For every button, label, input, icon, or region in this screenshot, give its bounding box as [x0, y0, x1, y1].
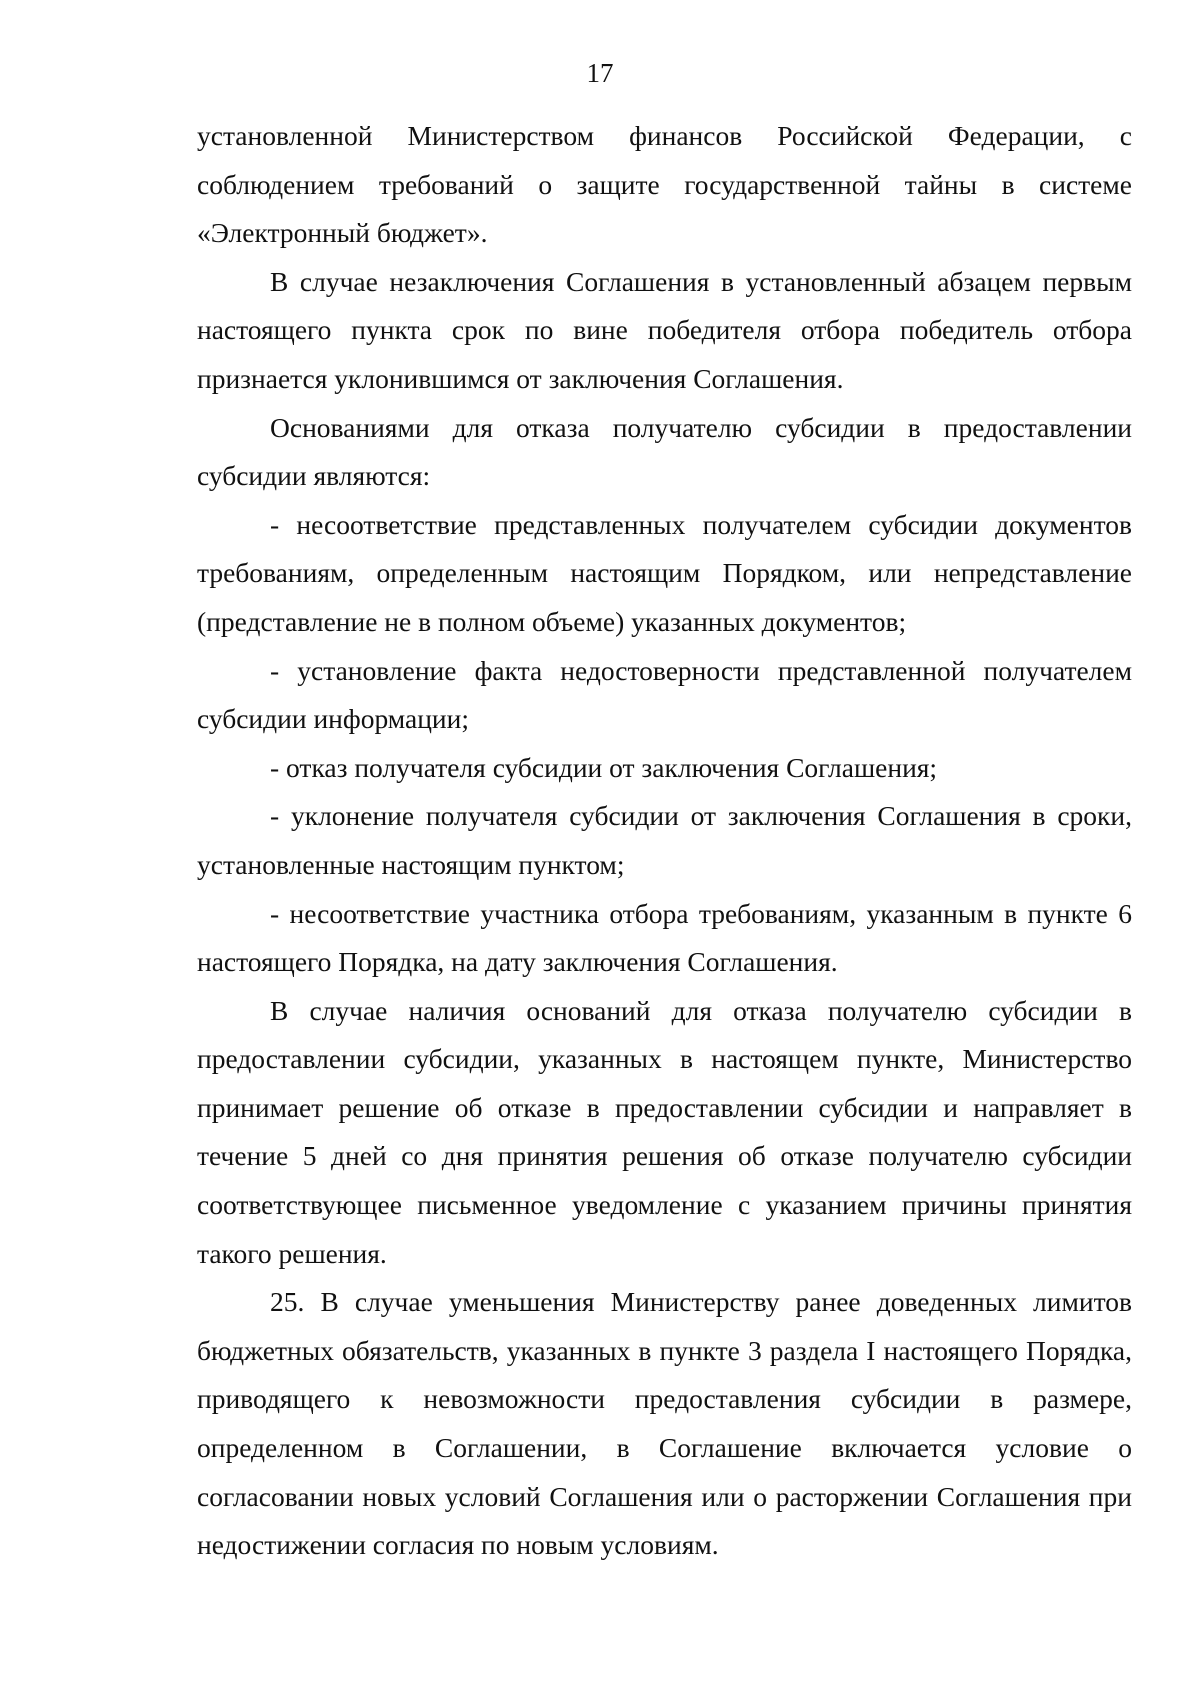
paragraph-continuation: установленной Министерством финансов Российской Федерации, с соблюдением требований о защите государственной тайны в системе «Электронный бюджет». — [197, 120, 1132, 249]
paragraph-item-25: 25. В случае уменьшения Министерству ранее доведенных лимитов бюджетных обязательств, указанных в пункте 3 раздела I настоящего Порядка, приводящего к невозможности предоставления субсидии в размере, определенном в Соглашении, в Соглашение включается условие о согласовании новых условий Соглашения или о расторжении Соглашения при недостижении согласия по новым условиям. — [197, 1286, 1132, 1561]
paragraph-non-conclusion: В случае незаключения Соглашения в установленный абзацем первым настоящего пункта срок по вине победителя отбора победитель отбора признается уклонившимся от заключения Соглашения. — [197, 265, 1132, 394]
list-item-participant-nonconformity: - несоответствие участника отбора требованиям, указанным в пункте 6 настоящего Порядка, на дату заключения Соглашения. — [197, 897, 1132, 978]
list-item-unreliable-info: - установление факта недостоверности представленной получателем субсидии информации; — [197, 654, 1132, 735]
list-item-evasion: - уклонение получателя субсидии от заключения Соглашения в сроки, установленные настоящим пунктом; — [197, 800, 1132, 880]
paragraph-refusal-grounds: Основаниями для отказа получателю субсидии в предоставлении субсидии являются: — [197, 411, 1132, 492]
list-item-nonconformity-documents: - несоответствие представленных получателем субсидии документов требованиям, определенным настоящим Порядком, или непредставление (представление не в полном объеме) указанных документов; — [197, 508, 1132, 637]
list-item-refusal-to-conclude: - отказ получателя субсидии от заключения Соглашения; — [270, 751, 938, 783]
document-body — [197, 112, 1132, 1570]
paragraph-refusal-decision: В случае наличия оснований для отказа получателю субсидии в предоставлении субсидии, указанных в настоящем пункте, Министерство принимает решение об отказе в предоставлении субсидии и направляет в течение 5 дней со дня принятия решения об отказе получателю субсидии соответствующее письменное уведомление с указанием причины принятия такого решения. — [197, 994, 1132, 1269]
page-number: 17 — [586, 58, 614, 88]
